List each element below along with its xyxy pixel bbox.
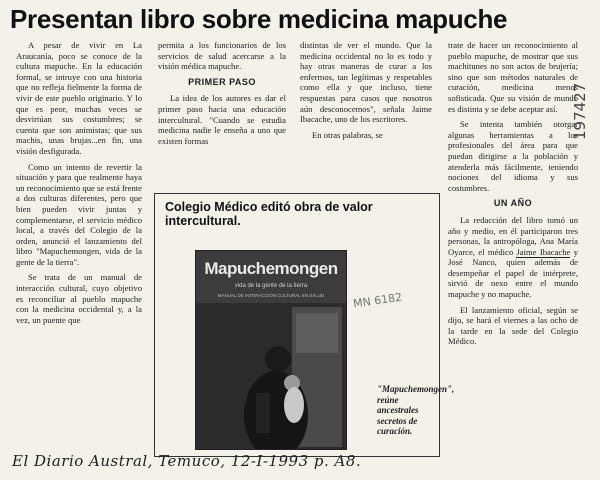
photo-box (154, 193, 455, 457)
headline: Presentan libro sobre medicina mapuche (10, 4, 508, 34)
subhead-un-ano: UN AÑO (493, 198, 533, 209)
cover-photo-icon (196, 303, 346, 449)
subhead-primer-paso: PRIMER PASO (188, 76, 256, 87)
paragraph: A pesar de vivir en La Araucanía, poco se conoce de la cultura mapuche. En la educación formal, se intruye con una historia que no refleja fielmente la forma de vivir de este pueblo originario. Y lo que es peor, muchas veces se desvirtúan sus costumbres; se cuenta que son animistas; que sus machis, unas brujas...en fin, una visión desfigurada. (16, 40, 142, 156)
text-run: y José Nanco, quien además de desempeñar el papel de intérprete, sirvió de nexo entre el mundo mapuche y no mapuche. (448, 246, 578, 300)
box-title: Colegio Médico editó obra de valor intercultural. (165, 200, 373, 228)
library-stamp: MN 6182 (352, 290, 403, 311)
column-1 (16, 40, 142, 330)
cover-subtitle-2: MANUAL DE INTERACCION CULTURAL EN SALUD (217, 293, 325, 298)
column-4 (448, 40, 578, 352)
column-2 (158, 40, 286, 151)
text-run: La redacción del libro tomó un año y medio, en él participaron tres personas, la antropóloga, Ana María Oyarce, el médico (448, 214, 578, 257)
paragraph: distintas de ver el mundo. Que la medicina occidental no lo es todo y hay otras maneras de curar a los enfermos, tan legítimas y respetables como ella y que incluso, tiene respuestas para casos que nosotros aún desconocemos", señala Jaime Ibacache, uno de los escritores. (300, 40, 432, 125)
paragraph: El lanzamiento oficial, según se dijo, se hará el viernes a las ocho de la tarde en la sede del Colegio Médico. (448, 304, 578, 347)
paragraph: La idea de los autores es dar el primer paso hacia una educación intercultural. "Cuando se estudia medicina nadie le enseña a uno que existen formas (158, 93, 286, 146)
paragraph (448, 215, 578, 300)
paragraph: Se trata de un manual de interacción cultural, cuyo objetivo es reconciliar al pueblo mapuche con la medicina occidental y, a la vez, un puente que (16, 272, 142, 325)
cover-title: Mapuchemongen (204, 259, 338, 278)
author-name-underlined: Jaime Ibacache (516, 246, 571, 257)
paragraph: Se intenta también otorgar algunas herramientas a los profesionales del área para que puedan dirigirse a la población y atenderla más fácilmente, teniendo nociones del idioma y sus costumbres. (448, 119, 578, 193)
paragraph: Como un intento de revertir la situación y para que realmente haya un reconocimiento que se está frente a dos culturas diferentes, pero que bien pueden vivir juntas y complementarse, el servicio médico local, a través del Colegio de la orden, anunció el lanzamiento del libro "Mapuchemongen, vida de la gente de la tierra". (16, 161, 142, 267)
column-3 (300, 40, 432, 145)
archive-code: 197427 (571, 82, 589, 140)
book-cover (195, 250, 347, 450)
photo-caption: "Mapuchemongen", reúne ancestrales secretos de curación. (377, 384, 455, 436)
paragraph: trate de hacer un reconocimiento al pueblo mapuche, de mostrar que sus machitunes no son actos de brujería; sino que son métodos naturales de curación, medicina menos sofisticada. Que su visión de mundo es distinta y se debe aceptar así. (448, 40, 578, 114)
source-citation: El Diario Austral, Temuco, 12-I-1993 p. A8. (12, 452, 362, 470)
paragraph: En otras palabras, se (312, 129, 383, 140)
paragraph: permita a los funcionarios de los servicios de salud acercarse a la visión médica mapuche. (158, 40, 286, 72)
cover-subtitle: vida de la gente de la tierra (234, 283, 308, 289)
